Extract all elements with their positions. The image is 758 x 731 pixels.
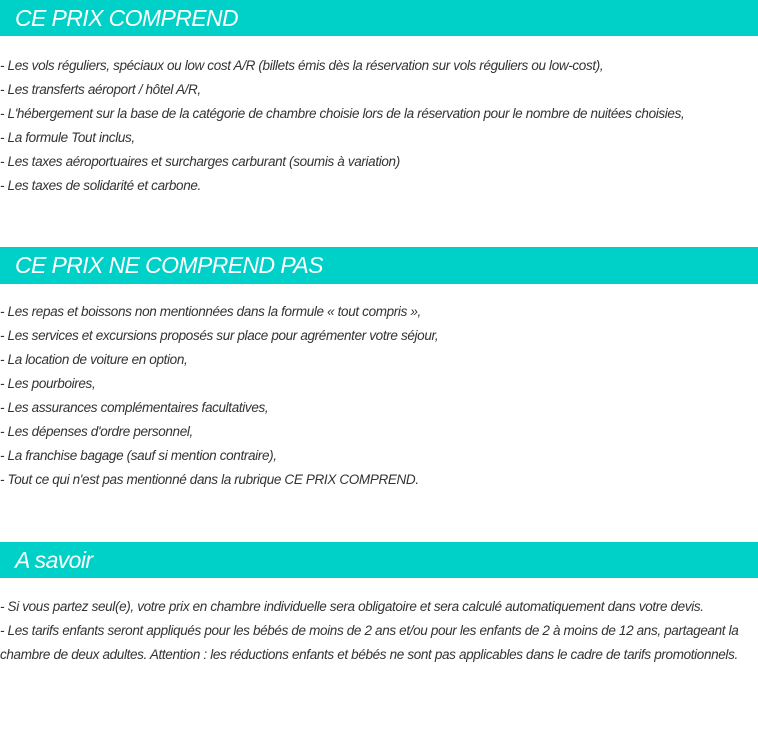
list-item: - Les pourboires, <box>0 376 96 391</box>
list-item: - L'hébergement sur la base de la catégorie de chambre choisie lors de la réservation pour le nombre de nuitées choisies, <box>0 106 685 121</box>
list-item: - Les taxes de solidarité et carbone. <box>0 178 201 193</box>
list-item: - Les services et excursions proposés sur place pour agrémenter votre séjour, <box>0 328 439 343</box>
section-title: CE PRIX NE COMPREND PAS <box>15 252 323 278</box>
paragraph: - Si vous partez seul(e), votre prix en chambre individuelle sera obligatoire et sera calculé automatiquement dans votre devis. <box>0 599 704 614</box>
paragraph: - Les tarifs enfants seront appliqués pour les bébés de moins de 2 ans et/ou pour les enfants de 2 à moins de 12 ans, partageant la chambre de deux adultes. Attention : les réductions enfants et bébés ne sont pas applicables dans le cadre de tarifs promotionnels. <box>0 623 739 662</box>
list-item: - Les dépenses d'ordre personnel, <box>0 424 193 439</box>
section-header-excludes <box>0 247 758 284</box>
good-to-know-text <box>0 595 752 667</box>
list-item: - La location de voiture en option, <box>0 352 188 367</box>
includes-list <box>0 54 752 198</box>
list-item: - Les vols réguliers, spéciaux ou low cost A/R (billets émis dès la réservation sur vols réguliers ou low-cost), <box>0 58 604 73</box>
section-title: CE PRIX COMPREND <box>15 5 238 31</box>
list-item: - Les repas et boissons non mentionnées dans la formule « tout compris », <box>0 304 421 319</box>
list-item: - Tout ce qui n'est pas mentionné dans la rubrique CE PRIX COMPREND. <box>0 472 419 487</box>
list-item: - Les assurances complémentaires facultatives, <box>0 400 269 415</box>
section-header-includes <box>0 0 758 36</box>
list-item: - Les transferts aéroport / hôtel A/R, <box>0 82 201 97</box>
list-item: - La formule Tout inclus, <box>0 130 135 145</box>
excludes-list <box>0 300 752 492</box>
list-item: - Les taxes aéroportuaires et surcharges carburant (soumis à variation) <box>0 154 400 169</box>
section-header-good-to-know <box>0 542 758 578</box>
section-title: A savoir <box>15 547 93 573</box>
list-item: - La franchise bagage (sauf si mention contraire), <box>0 448 277 463</box>
